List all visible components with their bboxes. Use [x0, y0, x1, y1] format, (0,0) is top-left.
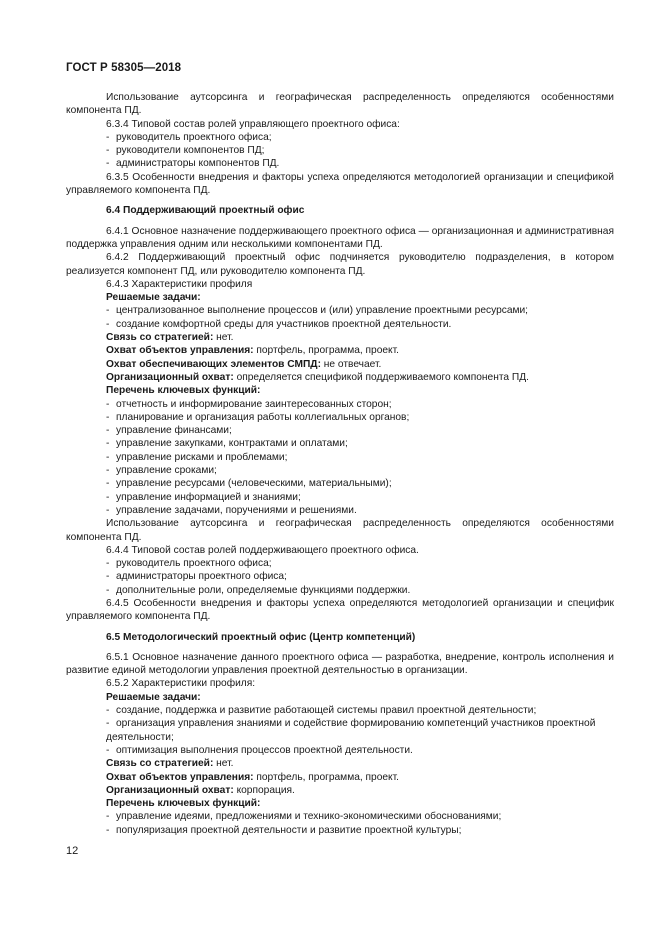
list-item-text: создание комфортной среды для участников проектной деятельности.: [116, 318, 452, 330]
list-item-text: управление идеями, предложениями и технико-экономическими обоснованиями;: [116, 811, 502, 823]
list-item: [66, 744, 614, 757]
list-item: [66, 810, 614, 823]
list-dash: -: [106, 411, 110, 423]
section-heading: 6.4 Поддерживающий проектный офис: [106, 205, 305, 217]
list-item-text: управление ресурсами (человеческими, материальными);: [116, 478, 392, 490]
paragraph: 6.4.1 Основное назначение поддерживающего проектного офиса — организационная и административная поддержка управления одним или несколькими компонентами ПД.: [66, 225, 614, 250]
list-item: [66, 424, 614, 437]
field-value: портфель, программа, проект.: [253, 771, 399, 783]
list-item-text: отчетность и информирование заинтересованных сторон;: [116, 398, 392, 410]
field-label: Организационный охват:: [106, 371, 234, 383]
paragraph: Использование аутсорсинга и географическая распределенность определяются особенностями компонента ПД.: [66, 92, 614, 117]
list-dash: -: [106, 451, 110, 463]
list-item: [66, 131, 614, 144]
field-label: Охват объектов управления:: [106, 345, 254, 357]
list-item: [66, 584, 614, 597]
list-item-text: централизованное выполнение процессов и (или) управление проектными ресурсами;: [116, 305, 529, 317]
list-item: [66, 557, 614, 570]
list-item: [66, 504, 614, 517]
list-item-text: планирование и организация работы коллегиальных органов;: [116, 411, 410, 423]
subheading: Решаемые задачи:: [106, 691, 201, 703]
list-dash: -: [106, 305, 110, 317]
field-value: не отвечает.: [320, 358, 382, 370]
list-dash: -: [106, 584, 110, 596]
paragraph: 6.3.5 Особенности внедрения и факторы успеха определяются методологией организации и спецификой управляемого компонента ПД.: [66, 171, 614, 197]
document-body: [66, 91, 614, 837]
list-dash: -: [106, 744, 110, 756]
profile-field: [66, 344, 614, 357]
profile-field: [66, 757, 614, 770]
list-item: [66, 451, 614, 464]
list-dash: -: [106, 158, 110, 170]
list-item-text: руководители компонентов ПД;: [116, 145, 265, 157]
list-dash: -: [106, 705, 110, 717]
list-dash: -: [106, 318, 110, 330]
paragraph: Использование аутсорсинга и географическая распределенность определяются особенностями компонента ПД.: [66, 518, 614, 543]
profile-field: [66, 371, 614, 384]
field-label: Организационный охват:: [106, 784, 234, 796]
list-item: [66, 437, 614, 450]
list-dash: -: [106, 824, 110, 836]
list-item-text: организация управления знаниями и содействие формированию компетенций участников проектной деятельности;: [106, 718, 596, 743]
list-item: [66, 398, 614, 411]
list-dash: -: [106, 425, 110, 437]
field-value: нет.: [213, 758, 234, 770]
list-item: [66, 464, 614, 477]
list-item-text: создание, поддержка и развитие работающей системы правил проектной деятельности;: [116, 705, 537, 717]
list-dash: -: [106, 491, 110, 503]
profile-field: [66, 331, 614, 344]
paragraph: 6.4.2 Поддерживающий проектный офис подчиняется руководителю подразделения, в котором реализуется компонент ПД, или руководителю компонента ПД.: [66, 252, 614, 277]
list-item: [66, 304, 614, 317]
list-dash: -: [106, 131, 110, 143]
list-item: [66, 144, 614, 157]
list-item-text: оптимизация выполнения процессов проектной деятельности.: [116, 744, 413, 756]
list-item: [66, 704, 614, 717]
list-item: [66, 824, 614, 837]
document-header: ГОСТ Р 58305—2018: [66, 62, 182, 74]
field-label: Связь со стратегией:: [106, 332, 214, 344]
field-value: портфель, программа, проект.: [253, 345, 399, 357]
list-dash: -: [106, 398, 110, 410]
clause-heading: 6.3.4 Типовой состав ролей управляющего проектного офиса:: [106, 118, 400, 130]
list-item-text: руководитель проектного офиса;: [116, 131, 272, 143]
list-dash: -: [106, 478, 110, 490]
list-item-text: популяризация проектной деятельности и развитие проектной культуры;: [116, 824, 462, 836]
profile-field: [66, 358, 614, 371]
clause-heading: 6.4.3 Характеристики профиля: [106, 278, 253, 290]
list-item: [66, 411, 614, 424]
subheading: Решаемые задачи:: [106, 292, 201, 304]
list-item-text: управление сроками;: [116, 465, 217, 477]
list-item-text: дополнительные роли, определяемые функциями поддержки.: [116, 584, 411, 596]
list-dash: -: [106, 571, 110, 583]
list-item: [66, 717, 614, 744]
field-value: корпорация.: [233, 784, 295, 796]
list-item: [66, 157, 614, 170]
field-label: Связь со стратегией:: [106, 758, 214, 770]
list-dash: -: [106, 465, 110, 477]
list-dash: -: [106, 811, 110, 823]
subheading: Перечень ключевых функций:: [106, 385, 261, 397]
list-item-text: руководитель проектного офиса;: [116, 558, 272, 570]
list-item: [66, 318, 614, 331]
list-item: [66, 570, 614, 583]
clause-heading: 6.5.2 Характеристики профиля:: [106, 678, 256, 690]
field-value: определяется спецификой поддерживаемого компонента ПД.: [233, 371, 529, 383]
list-item-text: управление рисками и проблемами;: [116, 451, 288, 463]
list-item-text: управление финансами;: [116, 425, 232, 437]
profile-field: [66, 771, 614, 784]
list-item: [66, 491, 614, 504]
list-item-text: управление задачами, поручениями и решениями.: [116, 504, 357, 516]
page-number: 12: [66, 845, 79, 857]
field-value: нет.: [213, 332, 234, 344]
paragraph: 6.5.1 Основное назначение данного проектного офиса — разработка, внедрение, контроль исполнения и развитие единой методологии управления проектной деятельностью в организации.: [66, 651, 614, 677]
profile-field: [66, 784, 614, 797]
clause-heading: 6.4.4 Типовой состав ролей поддерживающего проектного офиса.: [106, 544, 419, 556]
list-dash: -: [106, 504, 110, 516]
list-dash: -: [106, 558, 110, 570]
list-item-text: администраторы проектного офиса;: [116, 571, 287, 583]
section-heading: 6.5 Методологический проектный офис (Центр компетенций): [106, 631, 416, 643]
list-item-text: администраторы компонентов ПД.: [116, 158, 280, 170]
list-dash: -: [106, 718, 110, 730]
list-dash: -: [106, 145, 110, 157]
field-label: Охват объектов управления:: [106, 771, 254, 783]
list-item: [66, 477, 614, 490]
subheading: Перечень ключевых функций:: [106, 798, 261, 810]
list-dash: -: [106, 438, 110, 450]
list-item-text: управление закупками, контрактами и оплатами;: [116, 438, 348, 450]
list-item-text: управление информацией и знаниями;: [116, 491, 301, 503]
field-label: Охват обеспечивающих элементов СМПД:: [106, 358, 321, 370]
paragraph: 6.4.5 Особенности внедрения и факторы успеха определяются методологией организации и специфик управляемого компонента ПД.: [66, 597, 614, 623]
